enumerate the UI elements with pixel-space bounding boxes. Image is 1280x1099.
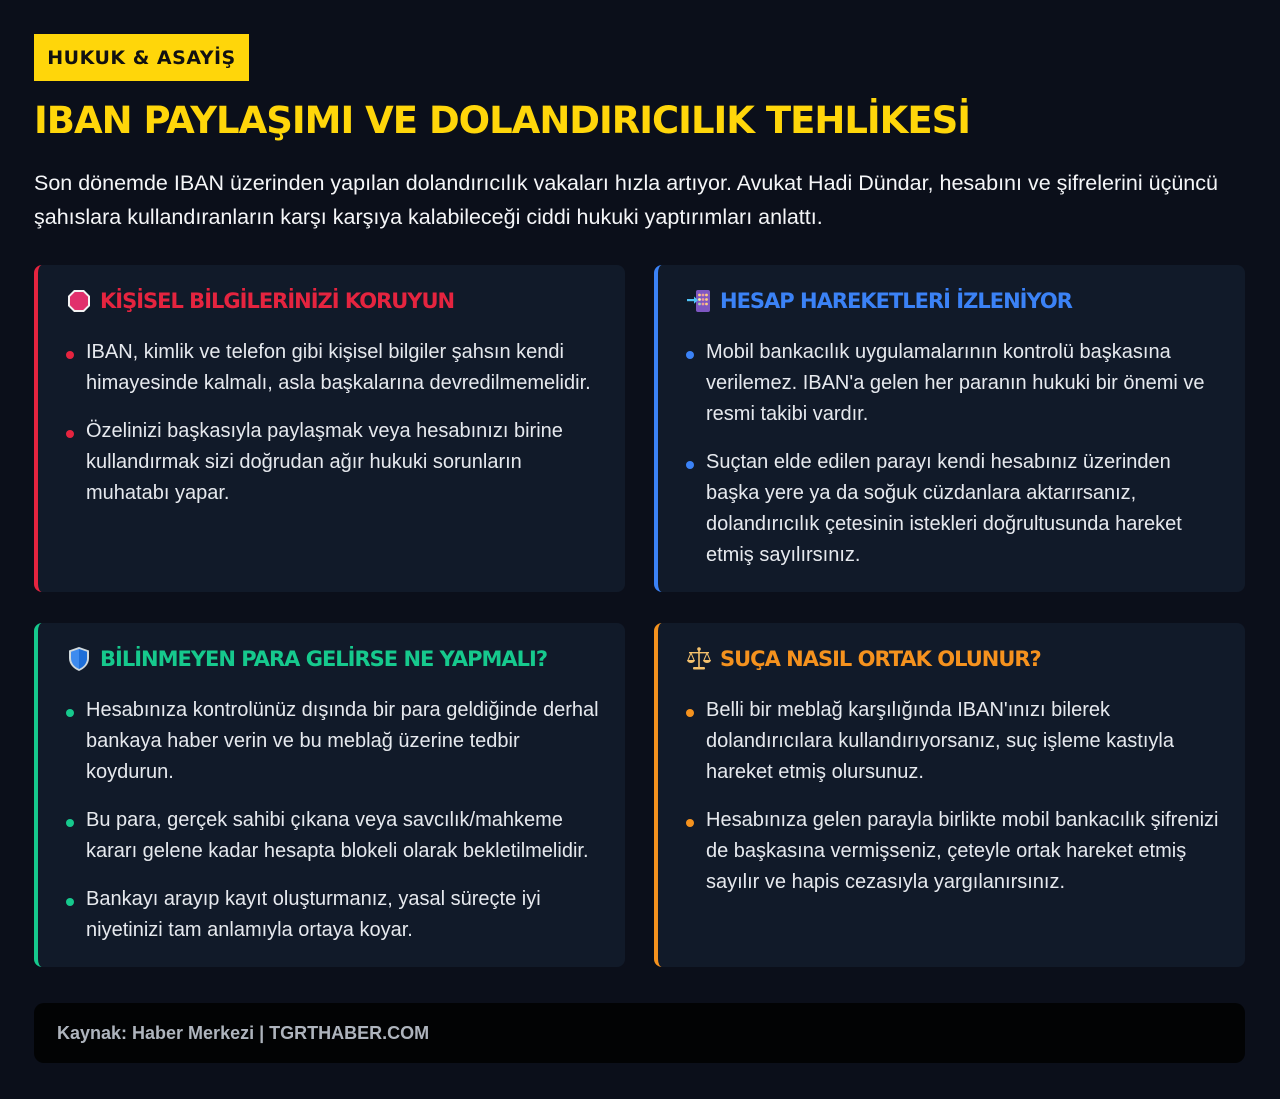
- list-item: Bu para, gerçek sahibi çıkana veya savcılık/mahkeme kararı gelene kadar hesapta blokeli olarak bekletilmelidir.: [66, 805, 601, 867]
- bullet-icon: [66, 898, 74, 906]
- card-title: KİŞİSEL BİLGİLERİNİZİ KORUYUN: [100, 289, 455, 313]
- list-item: IBAN, kimlik ve telefon gibi kişisel bilgiler şahsın kendi himayesinde kalmalı, asla başkalarına devredilmemelidir.: [66, 337, 601, 399]
- bullet-icon: [686, 351, 694, 359]
- shield-icon: [66, 646, 92, 672]
- balance-scale-icon: [686, 646, 712, 672]
- card-title: SUÇA NASIL ORTAK OLUNUR?: [720, 647, 1041, 671]
- card-account-activity-monitored: [654, 265, 1245, 592]
- list-item: Hesabınıza kontrolünüz dışında bir para geldiğinde derhal bankaya haber verin ve bu meblağ üzerine tedbir koydurun.: [66, 695, 601, 788]
- list-item: Bankayı arayıp kayıt oluşturmanız, yasal süreçte iyi niyetinizi tam anlamıyla ortaya koyar.: [66, 884, 601, 946]
- bullet-icon: [686, 819, 694, 827]
- card-title: BİLİNMEYEN PARA GELİRSE NE YAPMALI?: [100, 647, 548, 671]
- mobile-phone-arrow-icon: [686, 288, 712, 314]
- bullet-icon: [686, 709, 694, 717]
- card-protect-personal-info: [34, 265, 625, 592]
- card-unknown-money-received: [34, 623, 625, 967]
- bullet-icon: [686, 461, 694, 469]
- list-item: Belli bir meblağ karşılığında IBAN'ınızı bilerek dolandırıcılara kullandırıyorsanız, suç işleme kastıyla hareket etmiş olursunuz.: [686, 695, 1221, 788]
- list-item: Özelinizi başkasıyla paylaşmak veya hesabınızı birine kullandırmak sizi doğrudan ağır hukuki sorunların muhatabı yapar.: [66, 416, 601, 509]
- bullet-icon: [66, 709, 74, 717]
- lead-paragraph: Son dönemde IBAN üzerinden yapılan dolandırıcılık vakaları hızla artıyor. Avukat Hadi Dündar, hesabını ve şifrelerini üçüncü şahıslara kullandıranların karşı karşıya kalabileceği ciddi hukuki yaptırımları anlattı.: [34, 171, 1218, 229]
- card-title: HESAP HAREKETLERİ İZLENİYOR: [720, 289, 1072, 313]
- source-text: Kaynak: Haber Merkezi | TGRTHABER.COM: [57, 1022, 430, 1043]
- page-title: IBAN PAYLAŞIMI VE DOLANDIRICILIK TEHLİKESİ: [34, 99, 971, 142]
- card-how-to-become-accomplice: [654, 623, 1245, 967]
- bullet-icon: [66, 430, 74, 438]
- stop-sign-icon: [66, 288, 92, 314]
- bullet-icon: [66, 351, 74, 359]
- category-tag: HUKUK & ASAYİŞ: [34, 34, 249, 81]
- bullet-icon: [66, 819, 74, 827]
- list-item: Mobil bankacılık uygulamalarının kontrolü başkasına verilemez. IBAN'a gelen her paranın hukuki bir önemi ve resmi takibi vardır.: [686, 337, 1221, 430]
- list-item: Hesabınıza gelen parayla birlikte mobil bankacılık şifrenizi de başkasına vermişseniz, çeteyle ortak hareket etmiş sayılır ve hapis cezasıyla yargılanırsınız.: [686, 805, 1221, 898]
- list-item: Suçtan elde edilen parayı kendi hesabınız üzerinden başka yere ya da soğuk cüzdanlara aktarırsanız, dolandırıcılık çetesinin istekleri doğrultusunda hareket etmiş sayılırsınız.: [686, 447, 1221, 571]
- source-footer: [34, 1003, 1245, 1063]
